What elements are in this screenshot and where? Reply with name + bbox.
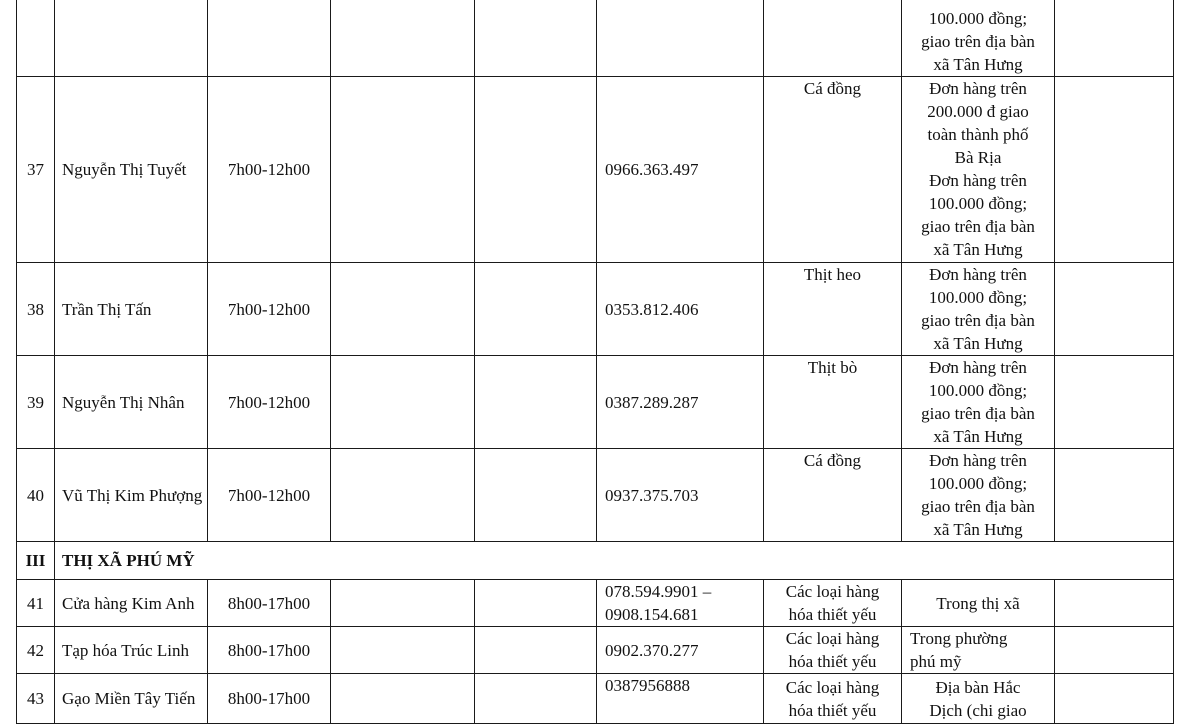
opening-hours [208, 0, 331, 77]
store-name: Gạo Miền Tây Tiến [55, 674, 208, 724]
delivery-line: Đơn hàng trên [929, 171, 1027, 190]
row-number: 37 [17, 77, 55, 263]
delivery-terms [902, 263, 1055, 356]
goods-type: Cá đồng [764, 77, 902, 263]
empty-cell [475, 627, 597, 674]
table-row [17, 627, 1174, 674]
delivery-line: xã Tân Hưng [933, 520, 1023, 539]
phone-line: 078.594.9901 – [605, 582, 712, 601]
opening-hours: 7h00-12h00 [208, 77, 331, 263]
opening-hours: 7h00-12h00 [208, 356, 331, 449]
store-name: Trần Thị Tấn [55, 263, 208, 356]
delivery-line: 100.000 đồng; [928, 474, 1028, 493]
delivery-line: xã Tân Hưng [933, 334, 1023, 353]
empty-cell [475, 356, 597, 449]
address-cell [331, 674, 475, 724]
goods-line: Các loại hàng [785, 677, 880, 697]
opening-hours: 8h00-17h00 [208, 580, 331, 627]
opening-hours: 8h00-17h00 [208, 627, 331, 674]
address-cell [331, 356, 475, 449]
store-name: Tạp hóa Trúc Linh [55, 627, 208, 674]
delivery-line: Bà Rịa [954, 148, 1002, 167]
goods-type [764, 0, 902, 77]
goods-line: hóa thiết yếu [788, 652, 877, 671]
phone-number: 0353.812.406 [597, 263, 764, 356]
note-cell [1055, 356, 1174, 449]
delivery-line: giao trên địa bàn [921, 32, 1035, 51]
store-list-table [16, 0, 1174, 724]
delivery-line: giao trên địa bàn [921, 217, 1035, 236]
note-cell [1055, 674, 1174, 724]
phone-number [597, 627, 764, 674]
note-cell [1055, 263, 1174, 356]
delivery-line: 200.000 đ giao [927, 102, 1029, 121]
phone-number [597, 580, 764, 627]
address-cell [331, 580, 475, 627]
note-cell [1055, 449, 1174, 542]
empty-cell [475, 263, 597, 356]
delivery-line: xã Tân Hưng [933, 55, 1023, 74]
empty-cell [475, 580, 597, 627]
row-number: 41 [17, 580, 55, 627]
phone-number: 0966.363.497 [597, 77, 764, 263]
opening-hours: 7h00-12h00 [208, 263, 331, 356]
table-row [17, 356, 1174, 449]
delivery-line: 100.000 đồng; [928, 381, 1028, 400]
delivery-terms [902, 356, 1055, 449]
table-row [17, 449, 1174, 542]
goods-line: Các loại hàng [785, 629, 880, 648]
delivery-line: Trong thị xã [936, 593, 1020, 613]
table-row [17, 263, 1174, 356]
address-cell [331, 77, 475, 263]
delivery-line: giao trên địa bàn [921, 497, 1035, 516]
delivery-terms [902, 0, 1055, 77]
goods-type [764, 580, 902, 627]
goods-type [764, 674, 902, 724]
address-cell [331, 627, 475, 674]
row-number: 40 [17, 449, 55, 542]
goods-type: Cá đồng [764, 449, 902, 542]
store-name: Nguyễn Thị Tuyết [55, 77, 208, 263]
goods-line: Các loại hàng [785, 582, 880, 601]
delivery-line: 100.000 đồng; [928, 288, 1028, 307]
note-cell [1055, 0, 1174, 77]
goods-line: hóa thiết yếu [788, 700, 877, 720]
section-number: III [17, 542, 55, 580]
phone-line: 0908.154.681 [605, 605, 699, 624]
store-name: Vũ Thị Kim Phượng [55, 449, 208, 542]
row-number: 39 [17, 356, 55, 449]
delivery-terms [902, 580, 1055, 627]
phone-number [597, 0, 764, 77]
address-cell [331, 0, 475, 77]
delivery-line: 100.000 đồng; [928, 194, 1028, 213]
goods-type [764, 627, 902, 674]
empty-cell [475, 77, 597, 263]
store-name: Nguyễn Thị Nhân [55, 356, 208, 449]
delivery-line: Đơn hàng trên [929, 79, 1027, 98]
row-number: 42 [17, 627, 55, 674]
goods-line: hóa thiết yếu [788, 605, 877, 624]
delivery-line: xã Tân Hưng [933, 240, 1023, 259]
delivery-line: Đơn hàng trên [929, 358, 1027, 377]
delivery-line: Đơn hàng trên [929, 265, 1027, 284]
delivery-line: giao trên địa bàn [921, 311, 1035, 330]
delivery-line: giao trên địa bàn [921, 404, 1035, 423]
phone-number: 0387.289.287 [597, 356, 764, 449]
empty-cell [475, 449, 597, 542]
store-name [55, 0, 208, 77]
delivery-line: Dịch (chi giao [929, 700, 1027, 720]
delivery-terms [902, 77, 1055, 263]
row-number [17, 0, 55, 77]
delivery-line: 100.000 đồng; [928, 9, 1028, 28]
row-number: 38 [17, 263, 55, 356]
delivery-line: phú mỹ [910, 652, 962, 671]
goods-type: Thịt bò [764, 356, 902, 449]
note-cell [1055, 77, 1174, 263]
delivery-terms [902, 627, 1055, 674]
delivery-line: Trong phường [910, 629, 1008, 648]
phone-line: 0902.370.277 [605, 640, 699, 660]
section-title: THỊ XÃ PHÚ MỸ [55, 542, 1174, 580]
table-row [17, 580, 1174, 627]
phone-line: 0387956888 [605, 676, 690, 695]
table-row [17, 0, 1174, 77]
delivery-terms [902, 449, 1055, 542]
opening-hours: 8h00-17h00 [208, 674, 331, 724]
store-name: Cửa hàng Kim Anh [55, 580, 208, 627]
section-header [17, 542, 1174, 580]
empty-cell [475, 0, 597, 77]
delivery-line: toàn thành phố [927, 125, 1029, 144]
phone-number: 0937.375.703 [597, 449, 764, 542]
opening-hours: 7h00-12h00 [208, 449, 331, 542]
table-row [17, 77, 1174, 263]
address-cell [331, 449, 475, 542]
note-cell [1055, 627, 1174, 674]
goods-type: Thịt heo [764, 263, 902, 356]
row-number: 43 [17, 674, 55, 724]
delivery-terms [902, 674, 1055, 724]
delivery-line: Địa bàn Hắc [935, 677, 1021, 697]
note-cell [1055, 580, 1174, 627]
delivery-line: xã Tân Hưng [933, 427, 1023, 446]
delivery-line: Đơn hàng trên [929, 451, 1027, 470]
phone-number [597, 674, 764, 724]
table-row [17, 674, 1174, 724]
address-cell [331, 263, 475, 356]
empty-cell [475, 674, 597, 724]
